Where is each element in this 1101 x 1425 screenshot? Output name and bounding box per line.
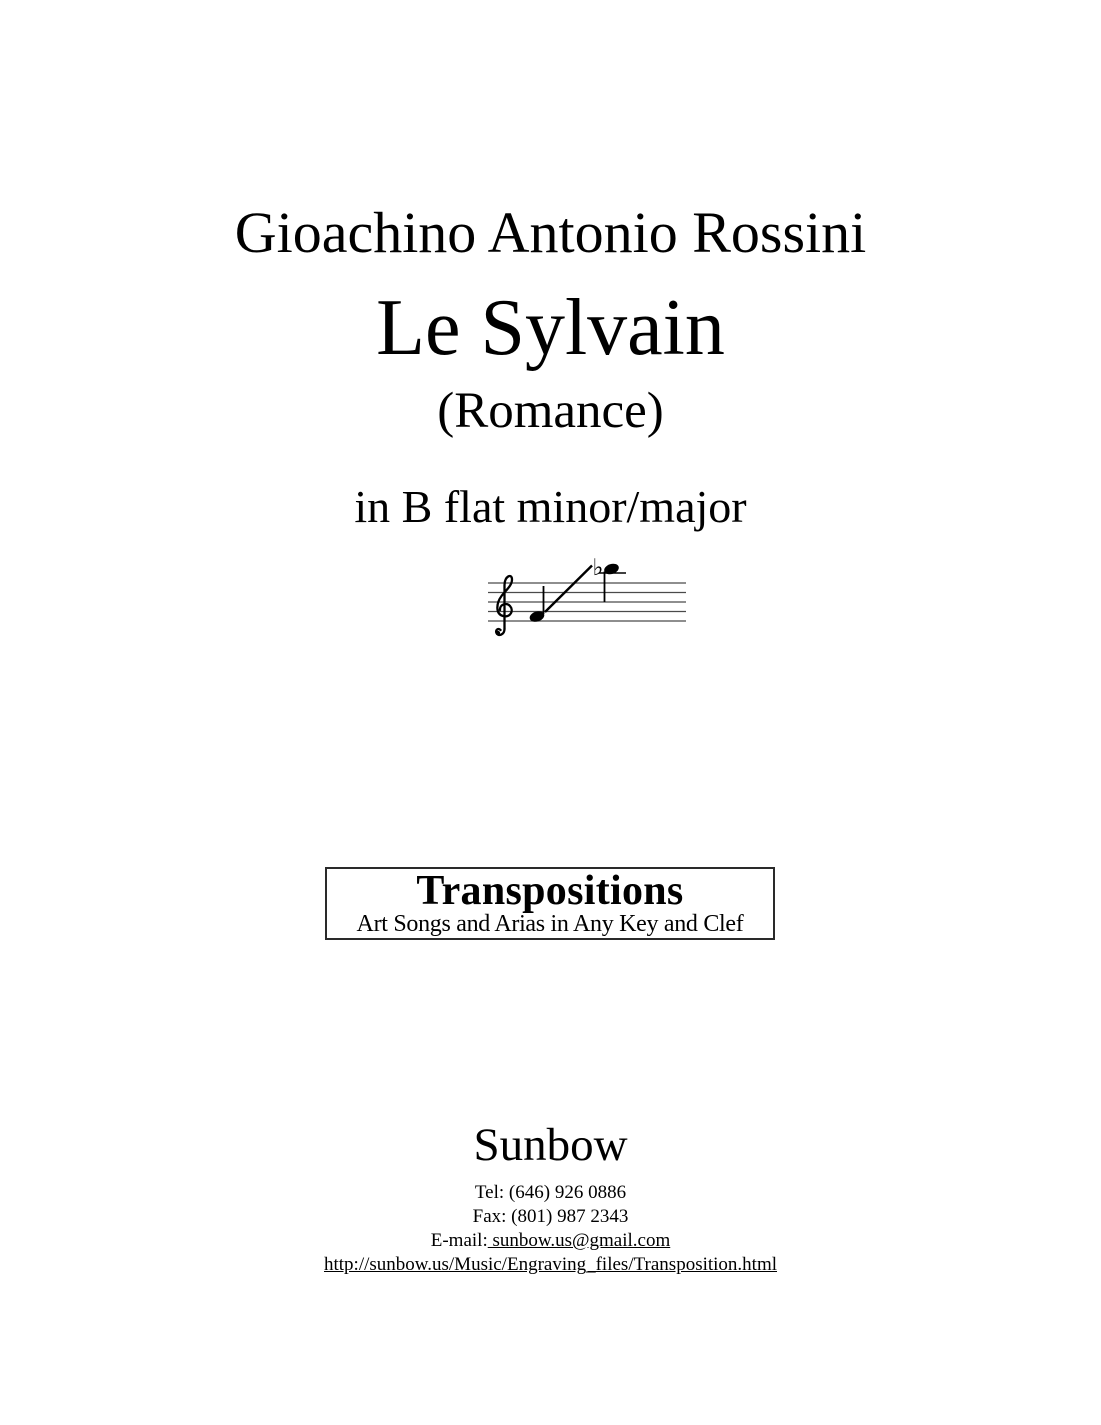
treble-clef-icon	[496, 576, 513, 635]
treble-staff-glissando-icon	[485, 548, 695, 648]
work-title: Le Sylvain	[376, 284, 725, 372]
key-description: in B flat minor/major	[354, 481, 747, 532]
email-line	[0, 1229, 1101, 1253]
staff-lines	[488, 583, 686, 621]
low-note-icon	[528, 586, 545, 624]
website-link[interactable]: http://sunbow.us/Music/Engraving_files/Transposition.html	[323, 1254, 778, 1275]
work-subtitle: (Romance)	[437, 383, 664, 439]
series-subtitle: Art Songs and Arias in Any Key and Clef	[356, 911, 744, 937]
contact-block	[0, 1181, 1101, 1277]
series-title: Transpositions	[416, 868, 684, 914]
composer-name: Gioachino Antonio Rossini	[234, 200, 867, 265]
tel-line: Tel: (646) 926 0886	[474, 1182, 627, 1203]
email-label: E-mail:	[430, 1230, 488, 1251]
fax-line: Fax: (801) 987 2343	[472, 1206, 629, 1227]
email-link[interactable]: sunbow.us@gmail.com	[487, 1230, 671, 1251]
series-box	[325, 867, 775, 940]
glissando-line	[545, 566, 592, 613]
flat-icon: ♭	[592, 555, 604, 581]
publisher-name: Sunbow	[473, 1119, 628, 1171]
